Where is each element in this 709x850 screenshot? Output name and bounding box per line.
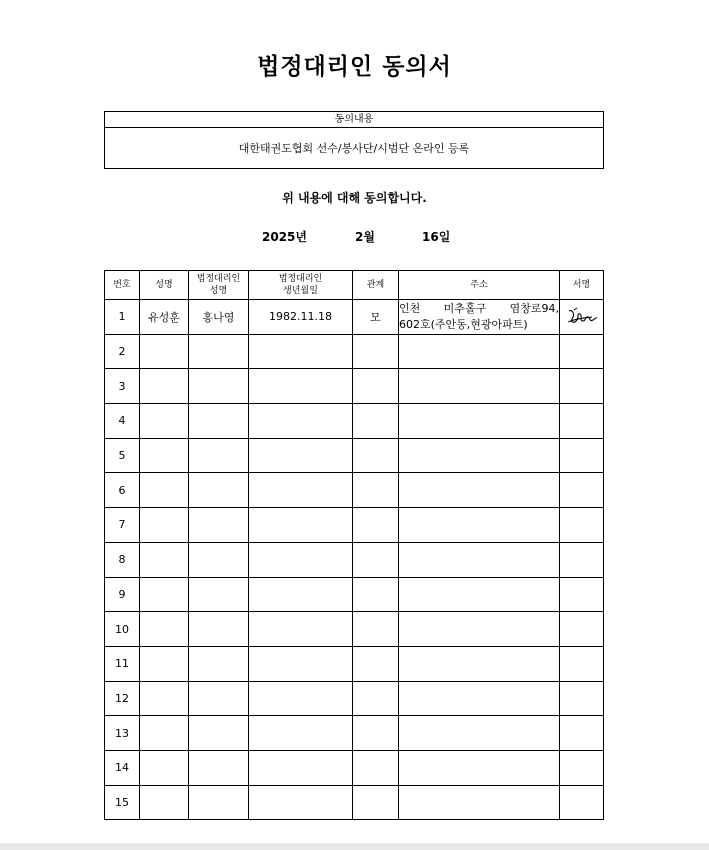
row-number: 7 [105, 508, 140, 543]
table-row [105, 785, 604, 820]
header-guardian-birth [249, 271, 353, 300]
header-guardian-name-line1: 법정대리인 [196, 274, 241, 284]
table-row [105, 681, 604, 716]
row-number: 2 [105, 334, 140, 369]
consent-header: 동의내용 [105, 112, 603, 128]
row-address-line2: 602호(주안동,현광아파트) [399, 317, 528, 331]
table-row [105, 508, 604, 543]
header-guardian-name [189, 271, 249, 300]
table-row [105, 334, 604, 369]
row-number: 14 [105, 750, 140, 785]
viewer-bottom-bar [0, 843, 709, 850]
header-guardian-name-line2: 성명 [209, 286, 228, 296]
header-guardian-birth-line2: 생년월일 [283, 286, 318, 296]
table-row [105, 438, 604, 473]
row-number: 13 [105, 716, 140, 751]
row-number: 8 [105, 542, 140, 577]
signature-image [565, 305, 599, 329]
row-number: 10 [105, 612, 140, 647]
row-address-line1: 인천 미추홀구 염창로94, [399, 301, 559, 315]
row-number: 11 [105, 646, 140, 681]
table-row [105, 542, 604, 577]
row-relation: 모 [353, 300, 399, 335]
page-title: 법정대리인 동의서 [257, 54, 452, 80]
consent-box [104, 111, 604, 169]
header-relation: 관계 [353, 271, 399, 300]
roster-table [104, 270, 604, 820]
row-number: 4 [105, 404, 140, 439]
header-number: 번호 [105, 271, 140, 300]
row-number: 15 [105, 785, 140, 820]
row-number: 1 [105, 300, 140, 335]
row-signature [560, 300, 604, 335]
row-name: 유성훈 [140, 300, 189, 335]
table-row [105, 577, 604, 612]
table-row [105, 300, 604, 335]
row-guardian-birth: 1982.11.18 [249, 300, 353, 335]
consent-content: 대한태권도협회 선수/봉사단/시범단 온라인 등록 [238, 142, 470, 155]
header-address: 주소 [399, 271, 560, 300]
row-guardian-name: 홍나영 [189, 300, 249, 335]
table-row [105, 750, 604, 785]
row-number: 9 [105, 577, 140, 612]
header-name: 성명 [140, 271, 189, 300]
header-guardian-birth-line1: 법정대리인 [278, 274, 323, 284]
table-header-row [105, 271, 604, 300]
agreement-text: 위 내용에 대해 동의합니다. [282, 191, 427, 205]
row-number: 5 [105, 438, 140, 473]
header-signature: 서명 [560, 271, 604, 300]
date-year: 2025년 [262, 230, 307, 244]
table-row [105, 612, 604, 647]
table-row [105, 369, 604, 404]
row-address [399, 300, 560, 335]
date-month: 2월 [355, 230, 375, 244]
table-row [105, 404, 604, 439]
date-day: 16일 [422, 230, 451, 244]
table-row [105, 473, 604, 508]
row-number: 12 [105, 681, 140, 716]
row-number: 3 [105, 369, 140, 404]
table-row [105, 646, 604, 681]
table-row [105, 716, 604, 751]
row-number: 6 [105, 473, 140, 508]
